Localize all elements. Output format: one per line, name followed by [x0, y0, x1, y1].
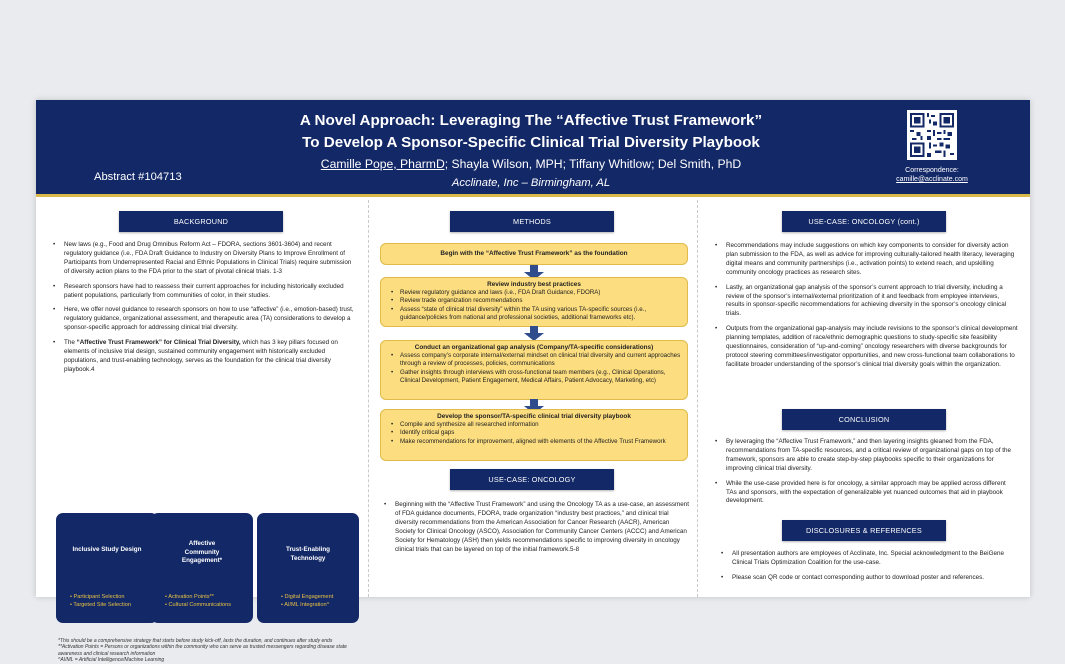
disclosures-heading: DISCLOSURES & REFERENCES — [782, 520, 946, 541]
poster — [36, 100, 1030, 664]
usecase-heading: USE-CASE: ONCOLOGY — [450, 469, 614, 490]
methods-step-foundation — [380, 243, 688, 265]
pillar-inclusive-study-design — [56, 513, 158, 623]
usecase-bullet: • Beginning with the “Affective Trust Framework” and using the Oncology TA as a use-case, an assessment of FDA guidance documents, FDORA, trade organization “industry best practices,” and clinical trial diversity recommendations from the American Association for Cancer Research (AACR), American Society for Clinical Oncology (ASCO), Association for Community Cancer Centers (ACCC) and American Society for Hematology (ASH) then yields recommendations specific to improving diversity in oncology clinical trials that can be layered on top of the initial framework.5-8 — [381, 501, 689, 554]
step-item: • Review regulatory guidance and laws (i.e., FDA Draft Guidance, FDORA) — [391, 289, 681, 297]
usecase-cont-heading: USE-CASE: ONCOLOGY (cont.) — [782, 211, 946, 232]
pillar-items — [281, 593, 333, 610]
affiliation: Acclinate, Inc – Birmingham, AL — [451, 177, 611, 189]
down-arrow-icon — [524, 326, 544, 341]
usecase-cont-bullet: • Recommendations may include suggestions on which key components to consider for diversity action plan submission to the FDA, as well as advice for improving culturally-tailored health literacy, leveraging digital means and community partnerships (i.e., activation points) to extend reach, and upskilling community oncology practices as research sites. — [712, 242, 1018, 278]
step-item: • Compile and synthesize all researched information — [391, 421, 681, 429]
footnote: *This should be a comprehensive strategy that starts before study kick-off, lasts the duration, and continues after study ends — [58, 638, 333, 644]
abstract-number: Abstract #104713 — [94, 171, 182, 183]
usecase-cont-bullets — [712, 242, 1018, 376]
pillar-trust-enabling-technology — [257, 513, 359, 623]
co-authors: Shayla Wilson, MPH; Tiffany Whitlow; Del Smith, PhD — [448, 157, 742, 171]
background-heading: BACKGROUND — [119, 211, 283, 232]
correspondence-email-link[interactable]: camille@acclinate.com — [896, 176, 968, 183]
conclusion-bullets — [712, 438, 1018, 512]
step-item: • Review trade organization recommendations — [391, 297, 681, 305]
pillar-title: Trust-Enabling Technology — [285, 546, 331, 562]
footnotes — [58, 638, 358, 664]
pillar-item: • AI/ML Integration^ — [281, 601, 333, 609]
disclosures-bullets — [718, 550, 1018, 589]
methods-step-gap-analysis — [380, 340, 688, 400]
correspondence — [882, 166, 982, 184]
poster-title — [196, 110, 866, 154]
methods-step-playbook — [380, 409, 688, 461]
qr-code-icon[interactable] — [907, 110, 957, 160]
lead-author: Camille Pope, PharmD; — [320, 157, 449, 171]
step-item: • Gather insights through interviews with cross-functional team members (e.g., Clinical Operations, Clinical Development, Patient Engagement, Medical Affairs, Patient Advocacy, Marketing, etc) — [391, 369, 681, 386]
framework-name: “Affective Trust Framework” for Clinical Trial Diversity, — [76, 339, 241, 347]
pillar-title: Affective Community Engagement* — [181, 540, 223, 565]
poster-header — [36, 100, 1030, 197]
qr-code-graphic — [910, 113, 954, 157]
pillar-affective-community-engagement — [151, 513, 253, 623]
conclusion-bullet: • While the use-case provided here is for oncology, a similar approach may be applied across different TAs and sponsors, with the expectation of generalizable yet nuanced outcomes that aid in playbook development. — [712, 480, 1018, 507]
usecase-bullets — [381, 501, 689, 560]
background-bullet: • New laws (e.g., Food and Drug Omnibus Reform Act – FDORA, sections 3601-3604) and recent regulatory guidance (i.e., FDA Draft Guidance to Industry on Diversity Plans to Improve Enrollment of Participants from Underrepresented Racial and Ethnic Populations in Clinical Trials) require submission of diversity action plans to the FDA prior to the start of pivotal clinical trials. 1-3 — [50, 241, 355, 277]
step-title: Review industry best practices — [487, 281, 581, 288]
pillar-title: Inclusive Study Design — [72, 546, 142, 553]
disclosures-bullet: • All presentation authors are employees of Acclinate, Inc. Special acknowledgment to the BeiGene Clinical Trials Optimization Coalition for the use-case. — [718, 550, 1018, 568]
disclosures-bullet: • Please scan QR code or contact corresponding author to download poster and references. — [718, 574, 1018, 583]
pillar-item: • Activation Points** — [165, 593, 231, 601]
author-list — [196, 157, 866, 171]
footnote: ^AI/ML = Artificial Intelligence/Machine Learning — [58, 657, 165, 664]
step-item: • Assess “state of clinical trial diversity” within the TA using various TA-specific sources (i.e., guidance/policies from national and professional societies, additional frameworks etc). — [391, 306, 681, 323]
step-item: • Identify critical gaps — [391, 429, 681, 437]
methods-step-best-practices — [380, 277, 688, 327]
footnote: **Activation Points = Persons or organizations within the community who can serve as trusted messengers regarding disease state awareness and clinical research information — [58, 644, 347, 657]
title-line-1: A Novel Approach: Leveraging The “Affective Trust Framework” — [299, 112, 763, 129]
title-line-2: To Develop A Sponsor-Specific Clinical Trial Diversity Playbook — [302, 134, 760, 151]
background-bullet: • Research sponsors have had to reassess their current approaches for including historically excluded patient populations, particularly from communities of color, in their studies. — [50, 283, 355, 301]
step-items — [381, 351, 687, 389]
background-bullets — [50, 241, 355, 381]
step-title: Develop the sponsor/TA-specific clinical trial diversity playbook — [437, 413, 631, 420]
step-item: • Make recommendations for improvement, aligned with elements of the Affective Trust Framework — [391, 438, 681, 446]
conclusion-heading: CONCLUSION — [782, 409, 946, 430]
step-title: Conduct an organizational gap analysis (Company/TA-specific considerations) — [414, 344, 654, 351]
background-bullet: • Here, we offer novel guidance to research sponsors on how to use “affective” (i.e., emotion-based) trust, regulatory guidance, organizational assessment, and therapeutic area (TA) considerations to develop a sponsor-specific approach for addressing clinical trial diversity. — [50, 306, 355, 333]
step-item: • Assess company’s corporate internal/external mindset on clinical trial diversity and current approaches through a review of processes, policies, communications — [391, 352, 681, 369]
bullet-text-pre: The — [64, 339, 77, 347]
correspondence-label: Correspondence: — [905, 167, 959, 174]
pillar-item: • Targeted Site Selection — [70, 601, 131, 609]
pillar-item: • Cultural Communications — [165, 601, 231, 609]
pillar-items — [165, 593, 231, 610]
conclusion-bullet: • By leveraging the “Affective Trust Framework,” and then layering insights gleaned from the FDA, recommendations from TA-specific resources, and a critical review of organizational gaps on top of the framework, sponsors are able to create step-by-step playbooks specific to their organizations for improving clinical trial diversity. — [712, 438, 1018, 474]
background-bullet-framework — [50, 339, 355, 375]
step-title: Begin with the “Affective Trust Framework” as the foundation — [440, 250, 628, 257]
pillar-item: • Participant Selection — [70, 593, 131, 601]
pillar-item: • Digital Engagement — [281, 593, 333, 601]
step-items — [381, 420, 687, 449]
pillar-items — [70, 593, 131, 610]
usecase-cont-bullet: • Outputs from the organizational gap-analysis may include revisions to the sponsor’s clinical development planning templates, addition of race/ethnic demographic questions to study-specific site feasibility questionnaires, consideration of “up-and-coming” oncology researchers with diverse backgrounds for protocol steering committees/investigator opportunities, and new cross-functional team collaborations to facilitate broader understanding of the sponsor’s clinical trial diversity goals within the organization. — [712, 325, 1018, 370]
usecase-cont-bullet: • Lastly, an organizational gap analysis of the sponsor’s current approach to trial diversity, including a review of the sponsor’s internal/external prioritization of it and feedback from employee interviews, results in sponsor-specific recommendations for achieving diversity in the sponsor’s oncology clinical trials. — [712, 284, 1018, 320]
step-items — [381, 288, 687, 326]
bullet-text-post: which has 3 key pillars focused on elements of inclusive trial design, sustained community engagement with historically excluded populations, and trust-enabling technology, serves as the foundation for the clinical trial diversity playbook.4 — [64, 339, 338, 373]
methods-heading: METHODS — [450, 211, 614, 232]
